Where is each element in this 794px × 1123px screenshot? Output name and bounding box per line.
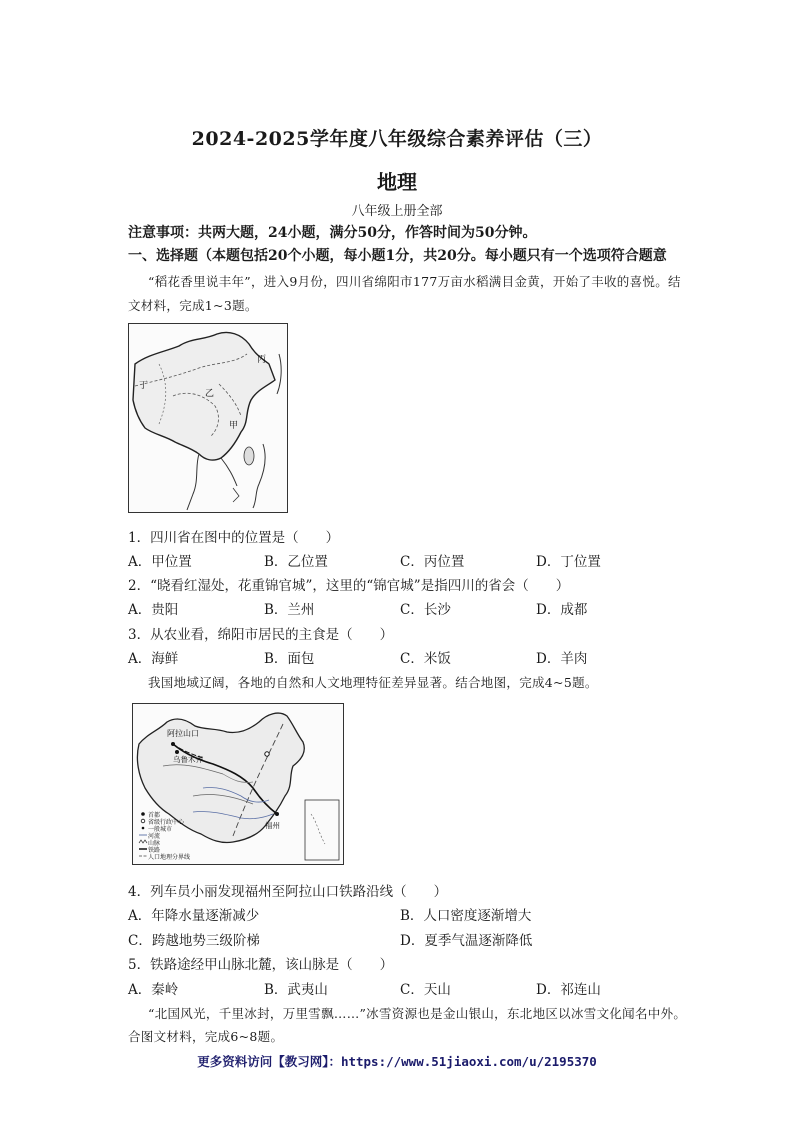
footer-link[interactable]: 更多资料访问【教习网】：https://www.51jiaoxi.com/u/2195370: [197, 1054, 597, 1069]
legend-population-line: 人口地理分界线: [148, 854, 191, 861]
legend-mountain: 山脉: [148, 840, 161, 847]
q2-option-d[interactable]: D．成都: [536, 602, 588, 618]
map1-label-jia: 甲: [229, 421, 239, 431]
map1-label-ding: 丁: [139, 381, 149, 391]
legend-railway: 铁路: [148, 847, 161, 854]
q2-option-a[interactable]: A．贵阳: [128, 602, 179, 618]
notice: 注意事项：共两大题，24小题，满分50分，作答时间为50分钟。: [128, 225, 537, 241]
east-asia-map-graphic: [129, 324, 287, 512]
china-map: [132, 703, 344, 865]
q2-option-b[interactable]: B．兰州: [264, 602, 315, 618]
passage-3-line-1: “北国风光，千里冰封，万里雪飘……”冰雪资源也是金山银山，东北地区以冰雪文化闻名中外。: [148, 1006, 687, 1021]
question-1-stem: 1．四川省在图中的位置是（ ）: [128, 530, 340, 546]
question-3-stem: 3．从农业看，绵阳市居民的主食是（ ）: [128, 627, 394, 643]
exam-scope: 八年级上册全部: [351, 204, 443, 219]
question-2-stem: 2．“晓看红湿处，花重锦官城”，这里的“锦官城”是指四川的省会（ ）: [128, 578, 570, 594]
q5-option-d[interactable]: D．祁连山: [536, 982, 601, 998]
map2-legend: [139, 811, 190, 861]
q1-option-d[interactable]: D．丁位置: [536, 554, 601, 570]
legend-provincial-center: 省级行政中心: [148, 819, 185, 826]
legend-city: 一般城市: [148, 826, 173, 833]
exam-title: 2024-2025学年度八年级综合素养评估（三）: [191, 128, 603, 150]
passage-3-line-2: 合图文材料，完成6~8题。: [128, 1029, 284, 1044]
question-5-stem: 5．铁路途经甲山脉北麓，该山脉是（ ）: [128, 957, 394, 973]
q4-option-a[interactable]: A．年降水量逐渐减少: [128, 908, 260, 924]
passage-1-line-1: “稻花香里说丰年”，进入9月份，四川省绵阳市177万亩水稻满目金黄，开始了丰收的喜悦。结: [148, 274, 681, 289]
question-4-stem: 4．列车员小丽发现福州至阿拉山口铁路沿线（ ）: [128, 884, 448, 900]
east-asia-map: [128, 323, 288, 513]
map2-city-urumqi: 乌鲁木齐: [173, 755, 203, 764]
passage-2: 我国地域辽阔，各地的自然和人文地理特征差异显著。结合地图，完成4~5题。: [148, 675, 598, 690]
q1-option-c[interactable]: C．丙位置: [400, 554, 465, 570]
map2-city-alashankou: 阿拉山口: [167, 729, 199, 738]
map2-city-fuzhou: 福州: [265, 821, 280, 830]
q3-option-b[interactable]: B．面包: [264, 651, 315, 667]
passage-1-line-2: 文材料，完成1~3题。: [128, 298, 258, 313]
q3-option-c[interactable]: C．米饭: [400, 651, 451, 667]
q4-option-d[interactable]: D．夏季气温逐渐降低: [400, 933, 533, 949]
q2-option-c[interactable]: C．长沙: [400, 602, 451, 618]
q3-option-d[interactable]: D．羊肉: [536, 651, 588, 667]
section-heading: 一、选择题（本题包括20个小题，每小题1分，共20分。每小题只有一个选项符合题意: [128, 248, 667, 264]
china-map-graphic: [133, 704, 343, 864]
q1-option-b[interactable]: B．乙位置: [264, 554, 328, 570]
q4-option-b[interactable]: B．人口密度逐渐增大: [400, 908, 532, 924]
legend-capital: 首都: [148, 812, 161, 819]
q5-option-b[interactable]: B．武夷山: [264, 982, 328, 998]
q5-option-a[interactable]: A．秦岭: [128, 982, 179, 998]
legend-river: 河流: [148, 833, 161, 840]
q4-option-c[interactable]: C．跨越地势三级阶梯: [128, 933, 260, 949]
subject-title: 地理: [377, 170, 417, 194]
q3-option-a[interactable]: A．海鲜: [128, 651, 179, 667]
map1-label-bing: 丙: [257, 355, 267, 365]
map1-label-yi: 乙: [205, 389, 215, 399]
q5-option-c[interactable]: C．天山: [400, 982, 451, 998]
q1-option-a[interactable]: A．甲位置: [128, 554, 192, 570]
